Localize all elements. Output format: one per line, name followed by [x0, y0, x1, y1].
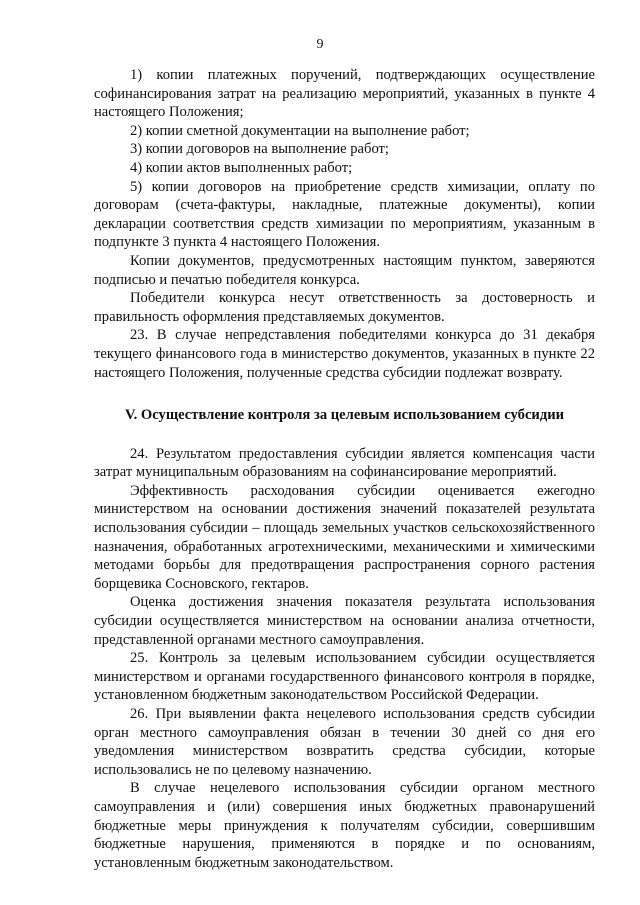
section-heading: V. Осуществление контроля за целевым использованием субсидии: [124, 407, 565, 424]
paragraph: 26. При выявлении факта нецелевого использования средств субсидии орган местного самоуправления обязан в течении 30 дней со дня его уведомления министерством возвратить средства субсидии, которые использовались не по целевому назначению.: [94, 706, 595, 778]
paragraph: Оценка достижения значения показателя результата использования субсидии осуществляется министерством на основании анализа отчетности, представленной органами местного самоуправления.: [94, 594, 595, 648]
document-body: [94, 66, 595, 872]
page-number: 9: [316, 37, 324, 52]
paragraph: 25. Контроль за целевым использованием субсидии осуществляется министерством и органами государственного финансового контроля в порядке, установленном бюджетным законодательством Российской Федерации.: [94, 650, 595, 704]
paragraph: 4) копии актов выполненных работ;: [130, 159, 353, 176]
paragraph: 23. В случае непредставления победителями конкурса до 31 декабря текущего финансового года в министерство документов, указанных в пункте 22 настоящего Положения, полученные средства субсидии подлежат возврату.: [94, 327, 595, 381]
paragraph: В случае нецелевого использования субсидии органом местного самоуправления и (или) совершения иных бюджетных правонарушений бюджетные меры принуждения к получателям субсидии, совершившим бюджетные нарушения, применяются в порядке и по основаниям, установленным бюджетным законодательством.: [94, 780, 595, 871]
paragraph: 1) копии платежных поручений, подтверждающих осуществление софинансирования затрат на реализацию мероприятий, указанных в пункте 4 настоящего Положения;: [94, 67, 595, 121]
paragraph: 24. Результатом предоставления субсидии является компенсация части затрат муниципальным образованиям на софинансирование мероприятий.: [94, 445, 595, 481]
paragraph: Эффективность расходования субсидии оценивается ежегодно министерством на основании достижения значений показателей результата использования субсидии – площадь земельных участков сельскохозяйственного назначения, обработанных агротехническими, механическими и химическими методами борьбы для предотвращения распространения сорного растения борщевика Сосновского, гектаров.: [94, 482, 595, 592]
paragraph: Победители конкурса несут ответственность за достоверность и правильность оформления представляемых документов.: [94, 290, 595, 325]
paragraph: 3) копии договоров на выполнение работ;: [130, 141, 389, 158]
paragraph: 2) копии сметной документации на выполнение работ;: [130, 122, 470, 139]
paragraph: Копии документов, предусмотренных настоящим пунктом, заверяются подписью и печатью победителя конкурса.: [94, 252, 595, 288]
paragraph: 5) копии договоров на приобретение средств химизации, оплату по договорам (счета-фактуры, накладные, платежные документы), копии декларации соответствия средств химизации по мероприятиям, указанным в подпункте 3 пункта 4 настоящего Положения.: [94, 178, 595, 251]
